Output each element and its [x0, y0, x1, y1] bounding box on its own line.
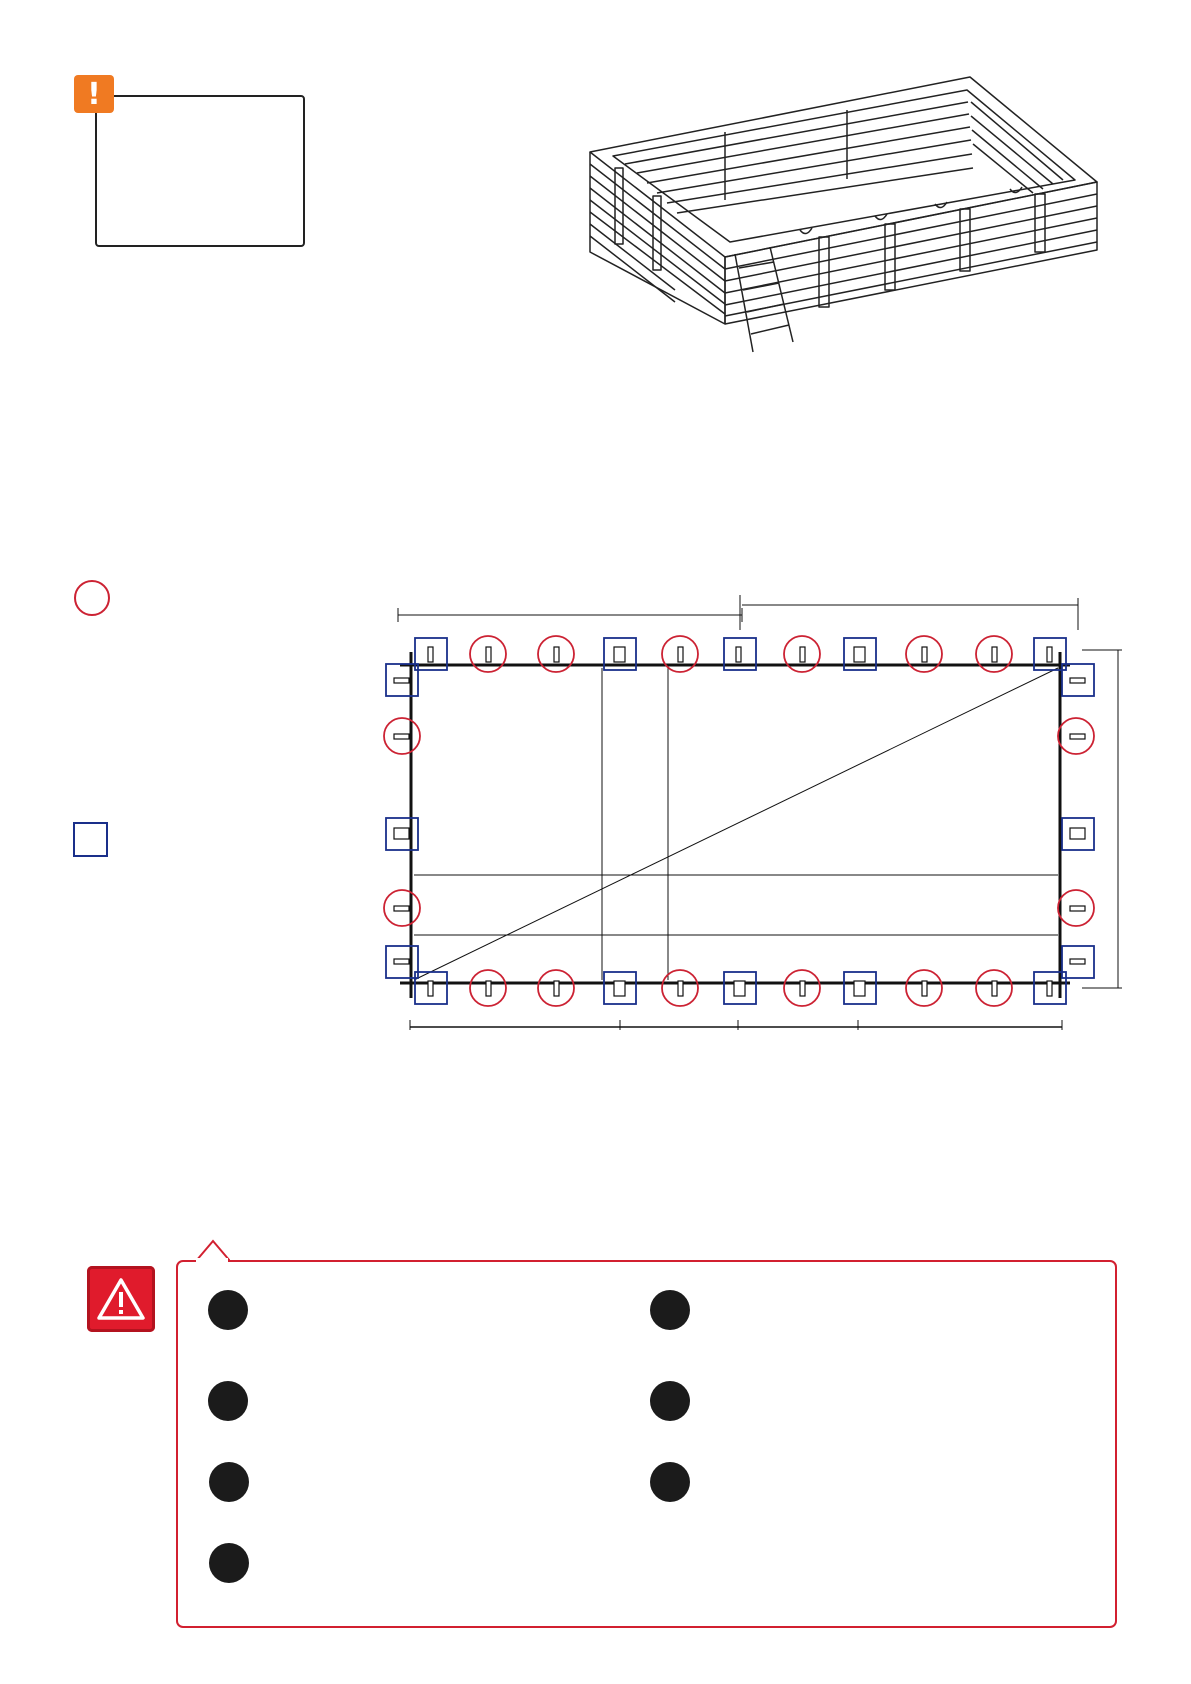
warning-triangle-icon: [87, 1266, 155, 1332]
pool-layout-plan: [370, 590, 1130, 1030]
pool-illustration: [585, 72, 1105, 362]
note-box: [95, 95, 305, 247]
legend-square-marker: [73, 822, 108, 857]
legend-circle-marker: [74, 580, 110, 616]
warning-bullet-1: [208, 1290, 248, 1330]
exclamation-icon: !: [74, 75, 114, 113]
warning-bullet-3: [209, 1462, 249, 1502]
warning-tab-gap: [196, 1258, 228, 1262]
warning-panel: [176, 1260, 1117, 1628]
warning-bullet-4: [209, 1543, 249, 1583]
warning-bullet-5: [650, 1290, 690, 1330]
warning-bullet-2: [208, 1381, 248, 1421]
warning-bullet-7: [650, 1462, 690, 1502]
warning-bullet-6: [650, 1381, 690, 1421]
